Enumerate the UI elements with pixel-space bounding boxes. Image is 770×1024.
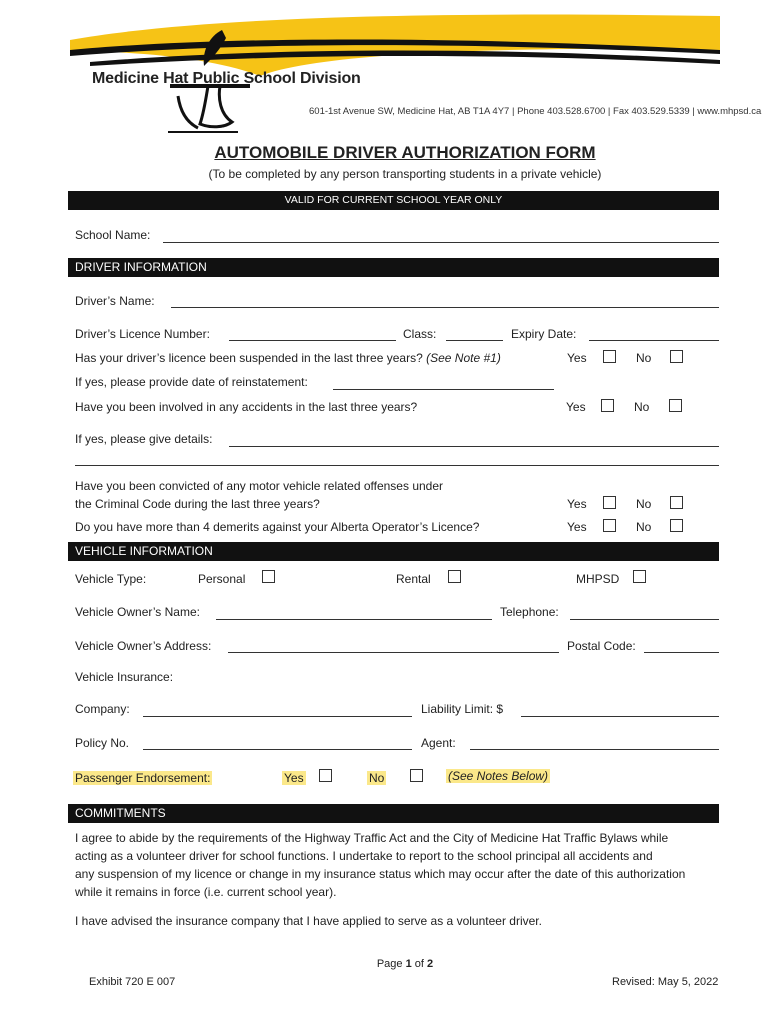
owner-address-label: Vehicle Owner’s Address: — [75, 639, 212, 653]
reinstatement-date-field[interactable] — [333, 389, 554, 390]
commitments-heading: COMMITMENTS — [68, 804, 719, 823]
passenger-endorsement-label — [73, 771, 212, 785]
school-name-label: School Name: — [75, 228, 151, 242]
accidents-yes-label: Yes — [566, 400, 586, 414]
expiry-date-label: Expiry Date: — [511, 327, 577, 341]
school-name-field[interactable] — [163, 242, 719, 243]
commitments-line-4: while it remains in force (i.e. current school year). — [75, 885, 337, 899]
convicted-yes-checkbox[interactable] — [603, 496, 616, 509]
accidents-yes-checkbox[interactable] — [601, 399, 614, 412]
accidents-question: Have you been involved in any accidents in the last three years? — [75, 400, 418, 414]
exhibit-number: Exhibit 720 E 007 — [89, 976, 176, 988]
page-total: 2 — [427, 958, 434, 970]
suspended-no-label: No — [636, 351, 652, 365]
class-field[interactable] — [446, 340, 503, 341]
agent-label: Agent: — [421, 736, 456, 750]
address-line: 601-1st Avenue SW, Medicine Hat, AB T1A 4Y7 | Phone 403.528.6700 | Fax 403.529.5339 | www.mhpsd.ca — [309, 106, 762, 117]
personal-checkbox[interactable] — [262, 570, 275, 583]
letterhead — [0, 0, 770, 140]
rental-label: Rental — [396, 572, 431, 586]
convicted-no-checkbox[interactable] — [670, 496, 683, 509]
demerits-no-label: No — [636, 520, 652, 534]
see-notes-below — [446, 769, 550, 783]
commitments-paragraph-1 — [75, 829, 685, 901]
suspended-question — [75, 351, 501, 365]
commitments-line-1: I agree to abide by the requirements of the Highway Traffic Act and the City of Medicine Hat Traffic Bylaws while — [75, 831, 669, 845]
telephone-field[interactable] — [570, 619, 719, 620]
liability-limit-label: Liability Limit: $ — [421, 702, 504, 716]
owner-name-field[interactable] — [216, 619, 492, 620]
passenger-no-text: No — [369, 771, 385, 785]
convicted-no-label: No — [636, 497, 652, 511]
company-field[interactable] — [143, 716, 412, 717]
mhpsd-label: MHPSD — [576, 572, 620, 586]
postal-code-label: Postal Code: — [567, 639, 636, 653]
page-word: Page — [376, 958, 403, 970]
suspended-no-checkbox[interactable] — [670, 350, 683, 363]
valid-banner: VALID FOR CURRENT SCHOOL YEAR ONLY — [68, 191, 719, 210]
personal-label: Personal — [198, 572, 246, 586]
company-label: Company: — [75, 702, 130, 716]
suspended-question-text: Has your driver’s licence been suspended in the last three years? — [75, 351, 423, 365]
accidents-no-checkbox[interactable] — [669, 399, 682, 412]
commitments-line-3: any suspension of my licence or change in my insurance status which may occur after the date of this authorization — [75, 867, 686, 881]
page-number — [0, 958, 770, 970]
commitments-paragraph-2: I have advised the insurance company that I have applied to serve as a volunteer driver. — [75, 914, 542, 928]
driver-info-heading: DRIVER INFORMATION — [68, 258, 719, 277]
demerits-question: Do you have more than 4 demerits against your Alberta Operator’s Licence? — [75, 520, 480, 534]
agent-field[interactable] — [470, 749, 719, 750]
page-of: of — [414, 958, 424, 970]
liability-limit-field[interactable] — [521, 716, 719, 717]
passenger-no-label — [367, 771, 386, 785]
accidents-no-label: No — [634, 400, 650, 414]
class-label: Class: — [403, 327, 437, 341]
convicted-yes-label: Yes — [567, 497, 587, 511]
telephone-label: Telephone: — [500, 605, 559, 619]
form-title: AUTOMOBILE DRIVER AUTHORIZATION FORM — [214, 143, 596, 162]
passenger-yes-checkbox[interactable] — [319, 769, 332, 782]
reinstatement-label: If yes, please provide date of reinstatement: — [75, 375, 308, 389]
passenger-yes-text: Yes — [284, 771, 304, 785]
owner-name-label: Vehicle Owner’s Name: — [75, 605, 200, 619]
rental-checkbox[interactable] — [448, 570, 461, 583]
commitments-line-2: acting as a volunteer driver for school functions. I undertake to report to the school principal all accidents and — [75, 849, 653, 863]
see-note-1: (See Note #1) — [426, 351, 501, 365]
convicted-question-line-1: Have you been convicted of any motor vehicle related offenses under — [75, 479, 444, 493]
vehicle-insurance-label: Vehicle Insurance: — [75, 670, 174, 684]
details-field-line-1[interactable] — [229, 446, 719, 447]
demerits-yes-label: Yes — [567, 520, 587, 534]
org-name: Medicine Hat Public School Division — [92, 70, 361, 87]
demerits-no-checkbox[interactable] — [670, 519, 683, 532]
form-subtitle: (To be completed by any person transporting students in a private vehicle) — [208, 167, 602, 181]
expiry-date-field[interactable] — [589, 340, 719, 341]
licence-number-label: Driver’s Licence Number: — [75, 327, 210, 341]
details-field-line-2[interactable] — [75, 465, 719, 466]
demerits-yes-checkbox[interactable] — [603, 519, 616, 532]
owner-address-field[interactable] — [228, 652, 559, 653]
mhpsd-checkbox[interactable] — [633, 570, 646, 583]
revised-date: Revised: May 5, 2022 — [612, 976, 719, 988]
postal-code-field[interactable] — [644, 652, 719, 653]
passenger-endorsement-text: Passenger Endorsement: — [75, 771, 211, 785]
convicted-question-line-2: the Criminal Code during the last three years? — [75, 497, 320, 511]
licence-number-field[interactable] — [229, 340, 396, 341]
vehicle-info-heading: VEHICLE INFORMATION — [68, 542, 719, 561]
passenger-no-checkbox[interactable] — [410, 769, 423, 782]
suspended-yes-checkbox[interactable] — [603, 350, 616, 363]
passenger-yes-label — [282, 771, 306, 785]
suspended-yes-label: Yes — [567, 351, 587, 365]
vehicle-type-label: Vehicle Type: — [75, 572, 147, 586]
drivers-name-label: Driver’s Name: — [75, 294, 155, 308]
policy-no-field[interactable] — [143, 749, 412, 750]
policy-no-label: Policy No. — [75, 736, 130, 750]
see-notes-below-text: (See Notes Below) — [448, 769, 549, 783]
page-current: 1 — [405, 958, 412, 970]
details-label: If yes, please give details: — [75, 432, 213, 446]
drivers-name-field[interactable] — [171, 307, 719, 308]
